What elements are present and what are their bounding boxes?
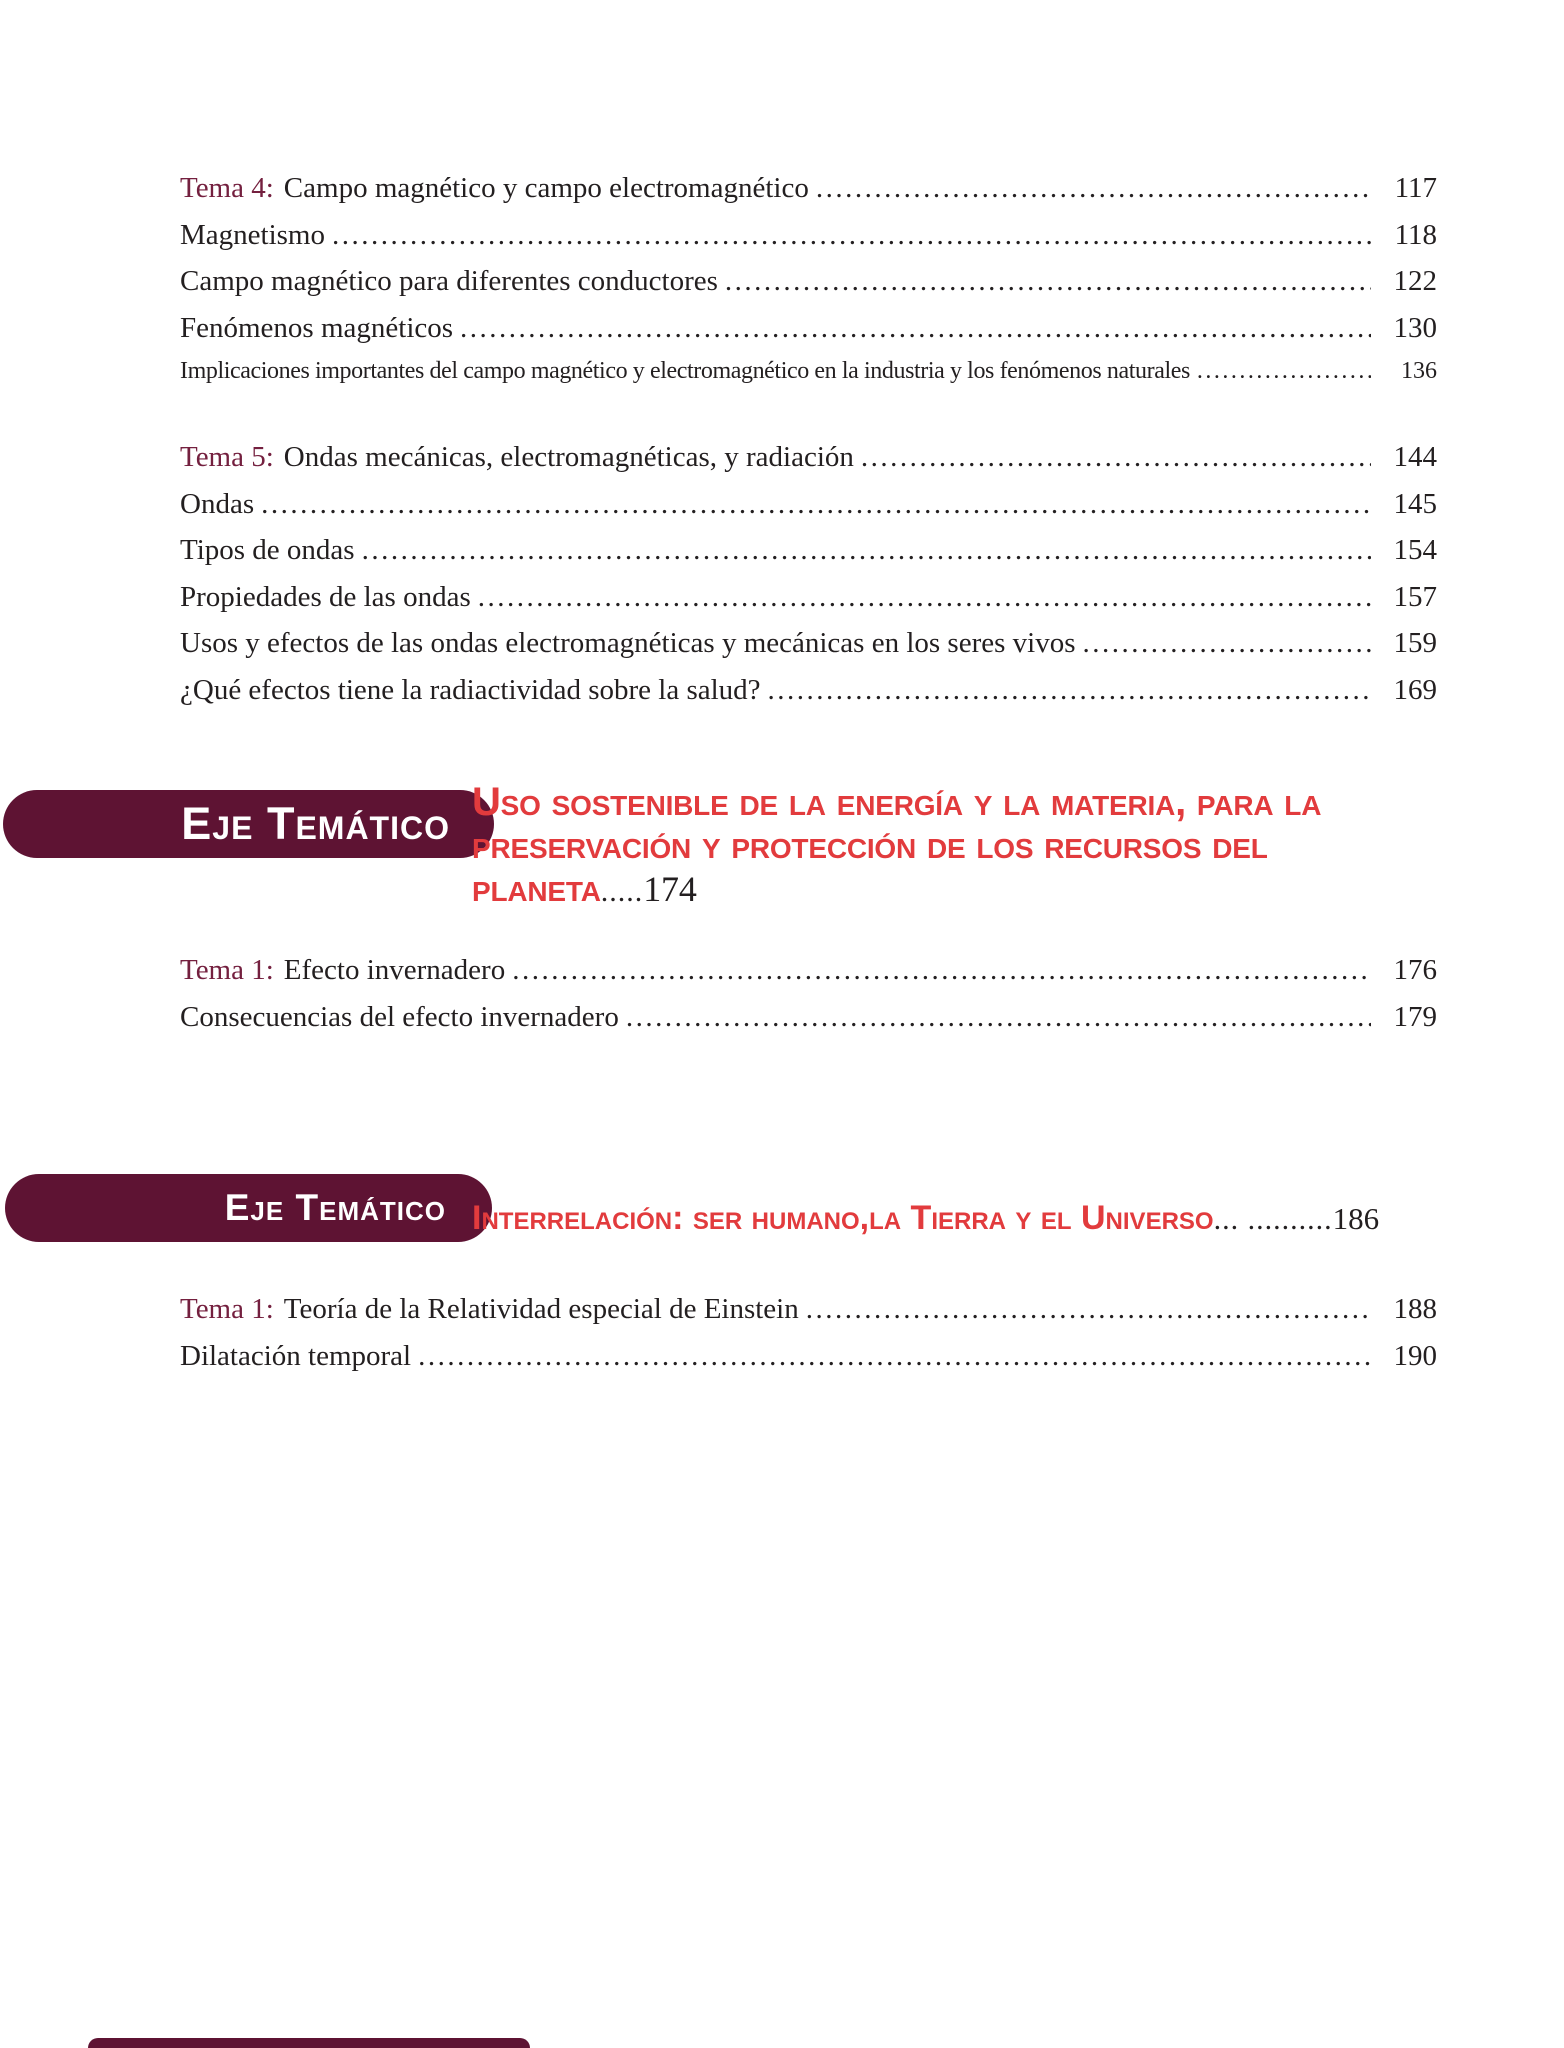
toc-entry-prefix: Tema 1: [180, 954, 274, 986]
toc-entry [180, 1340, 1437, 1387]
dot-leader [768, 674, 1371, 707]
toc-entry-prefix: Tema 4: [180, 172, 274, 204]
toc-block-tema-4 [180, 172, 1437, 405]
dot-leader [725, 265, 1371, 298]
axis-heading-page: 186 [1332, 1201, 1380, 1236]
toc-entry-page: 176 [1393, 954, 1437, 986]
toc-entry-prefix: Tema 5: [180, 441, 274, 473]
toc-entry-page: 159 [1393, 627, 1437, 659]
toc-entry-title: Usos y efectos de las ondas electromagnéticas y mecánicas en los seres vivos [180, 627, 1076, 659]
toc-entry-page: 144 [1393, 441, 1437, 473]
eje-tematico-badge-label: Eje Temático [224, 1187, 446, 1228]
toc-entry [180, 581, 1437, 628]
dot-leader [332, 219, 1371, 252]
toc-entry-title: Dilatación temporal [180, 1339, 412, 1372]
eje-tematico-badge [3, 790, 494, 858]
dot-leader [418, 1340, 1371, 1373]
toc-entry-page: 118 [1394, 218, 1437, 251]
axis-heading-text: Uso sostenible de la energía y la materia, para la preservación y protección de los recursos del planeta [472, 780, 1322, 910]
toc-entry-title: Campo magnético para diferentes conductores [180, 265, 718, 297]
toc-entry [180, 172, 1437, 219]
toc-entry [180, 488, 1437, 535]
toc-entry-page: 117 [1394, 172, 1437, 204]
toc-entry [180, 954, 1437, 1001]
toc-entry-title: Consecuencias del efecto invernadero [180, 1000, 619, 1033]
toc-entry-title: Magnetismo [180, 218, 325, 251]
dot-leader [626, 1001, 1371, 1034]
eje-tematico-badge [5, 1174, 492, 1242]
toc-entry [180, 312, 1437, 359]
toc-entry [180, 219, 1437, 266]
toc-block-relatividad [180, 1293, 1437, 1386]
axis-heading-text: Interrelación: ser humano,la Tierra y el Universo [472, 1199, 1214, 1237]
toc-entry-prefix: Tema 1: [180, 1293, 274, 1325]
dot-leader [261, 488, 1371, 521]
dot-leader [362, 534, 1371, 567]
toc-entry-page: 154 [1393, 534, 1437, 566]
cutoff-badge-bar [88, 2038, 530, 2048]
toc-entry-title: Ondas mecánicas, electromagnéticas, y radiación [283, 441, 854, 473]
toc-entry-page: 179 [1393, 1000, 1437, 1033]
toc-entry-title: Tipos de ondas [180, 534, 355, 566]
toc-entry-page: 188 [1393, 1293, 1437, 1325]
axis-heading-uso-sostenible [472, 781, 1477, 913]
toc-entry-title: Teoría de la Relatividad especial de Einstein [283, 1293, 799, 1325]
toc-entry-title: Fenómenos magnéticos [180, 311, 454, 344]
axis-heading-interrelacion [472, 1198, 1542, 1240]
toc-entry-title: Implicaciones importantes del campo magnético y electromagnético en la industria y los fenómenos naturales [180, 358, 1190, 384]
toc-entry-page: 157 [1393, 580, 1437, 613]
toc-entry [180, 1293, 1437, 1340]
dot-leader: ... .......... [1213, 1203, 1333, 1236]
toc-entry-page: 145 [1393, 487, 1437, 520]
dot-leader [1083, 627, 1372, 660]
toc-entry-page: 130 [1393, 311, 1437, 344]
dot-leader [806, 1293, 1371, 1326]
toc-entry [180, 1001, 1437, 1048]
dot-leader [460, 312, 1371, 345]
toc-entry [180, 265, 1437, 312]
toc-entry-page: 190 [1393, 1339, 1437, 1372]
toc-entry-title: Efecto invernadero [283, 954, 506, 986]
dot-leader [861, 441, 1371, 474]
toc-entry-title: Ondas [180, 487, 255, 520]
toc-entry [180, 534, 1437, 581]
toc-entry [180, 627, 1437, 674]
dot-leader [478, 581, 1371, 614]
toc-entry-title: ¿Qué efectos tiene la radiactividad sobre la salud? [180, 673, 761, 706]
dot-leader [512, 954, 1371, 987]
toc-block-efecto-invernadero [180, 954, 1437, 1047]
dot-leader [1197, 358, 1371, 385]
toc-entry-page: 136 [1401, 358, 1437, 384]
eje-tematico-badge-label: Eje Temático [181, 798, 450, 849]
toc-entry-title: Campo magnético y campo electromagnético [283, 172, 809, 204]
toc-entry [180, 674, 1437, 721]
toc-entry-page: 169 [1393, 673, 1437, 706]
toc-block-tema-5 [180, 441, 1437, 720]
toc-entry [180, 358, 1437, 405]
toc-entry-title: Propiedades de las ondas [180, 580, 471, 613]
dot-leader: ..... [600, 875, 644, 908]
toc-entry [180, 441, 1437, 488]
axis-heading-page: 174 [643, 869, 697, 909]
toc-entry-page: 122 [1393, 265, 1437, 297]
dot-leader [816, 172, 1371, 205]
